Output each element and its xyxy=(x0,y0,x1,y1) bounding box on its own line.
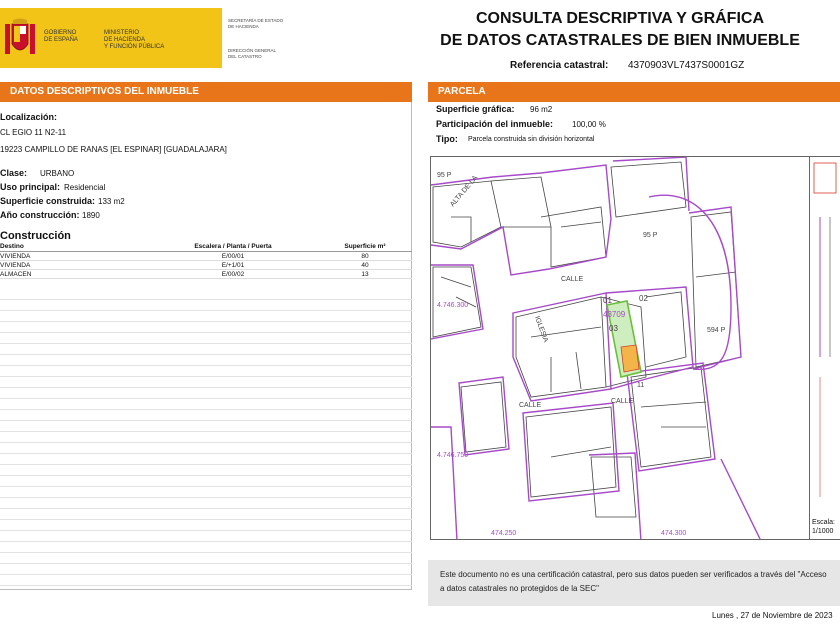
map-label: 43709 xyxy=(603,310,626,319)
localizacion-label: Localización: xyxy=(0,112,58,122)
street-label: ALTA DE LA xyxy=(449,174,480,209)
participacion-value: 100,00 % xyxy=(572,120,606,129)
direccion-text: DIRECCIÓN GENERAL DEL CATASTRO xyxy=(228,48,277,59)
ministerio-text: MINISTERIO DE HACIENDA Y FUNCIÓN PÚBLICA xyxy=(104,30,165,50)
ref-catastral-label: Referencia catastral: xyxy=(510,60,609,71)
secretaria-text: SECRETARÍA DE ESTADO DE HACIENDA xyxy=(228,18,284,29)
participacion-label: Participación del inmueble: xyxy=(436,119,554,129)
coat-of-arms-icon xyxy=(3,18,37,60)
cell-superficie: 40 xyxy=(361,262,369,269)
sup-grafica-value: 96 m2 xyxy=(530,105,553,114)
street-label: CALLE xyxy=(519,402,542,409)
document-date: Lunes , 27 de Noviembre de 2023 xyxy=(712,611,833,620)
table-row xyxy=(0,252,412,261)
clase-label: Clase: xyxy=(0,168,28,178)
map-label: 474.250 xyxy=(491,530,517,537)
cell-superficie: 13 xyxy=(361,271,369,278)
document-title: CONSULTA DESCRIPTIVA Y GRÁFICA DE DATOS CATASTRALES DE BIEN INMUEBLE xyxy=(440,10,800,49)
government-logo xyxy=(0,8,222,68)
table-row xyxy=(0,270,412,279)
clase-value: URBANO xyxy=(40,169,75,178)
section-bar-datos: DATOS DESCRIPTIVOS DEL INMUEBLE xyxy=(0,82,412,102)
gobierno-text: GOBIERNO DE ESPAÑA xyxy=(44,30,78,43)
cell-escalera: E/00/02 xyxy=(221,271,245,278)
superficie-label: Superficie construida: xyxy=(0,196,96,206)
header-superficie: Superficie m² xyxy=(344,243,386,250)
cadastral-map xyxy=(430,156,810,540)
street-label: CALLE xyxy=(611,398,634,405)
uso-value: Residencial xyxy=(64,183,106,192)
map-label: 4.746.750 xyxy=(437,452,469,459)
map-svg xyxy=(431,157,810,540)
street-label: IGLESIA xyxy=(533,315,550,344)
scale-value: 1/1000 xyxy=(812,528,834,535)
header-escalera: Escalera / Planta / Puerta xyxy=(194,243,272,250)
map-label: 4.746.300 xyxy=(437,302,469,309)
street-label: CALLE xyxy=(561,276,584,283)
scale-label: Escala: xyxy=(812,519,835,526)
anio-label: Año construcción: xyxy=(0,210,80,220)
table-row xyxy=(0,261,412,270)
disclaimer-note: Este documento no es una certificación catastral, pero sus datos pueden ser verificados a través del "Acceso a datos catastrales no protegidos de la SEC" xyxy=(428,560,840,606)
empty-table-rows xyxy=(0,289,412,587)
map-label: 95 P xyxy=(643,232,658,239)
map-legend xyxy=(810,156,840,540)
map-label: 11 xyxy=(637,382,645,389)
tipo-value: Parcela construida sin división horizontal xyxy=(468,136,595,143)
map-label: 474.300 xyxy=(661,530,687,537)
table-header xyxy=(0,242,412,252)
sup-grafica-label: Superficie gráfica: xyxy=(436,104,515,114)
cell-destino: VIVIENDA xyxy=(0,253,31,260)
cell-escalera: E/+1/01 xyxy=(221,262,245,269)
cell-escalera: E/00/01 xyxy=(221,253,245,260)
localizacion-line2: 19223 CAMPILLO DE RANAS [EL ESPINAR] [GUADALAJARA] xyxy=(0,145,227,154)
header-destino: Destino xyxy=(0,243,24,250)
map-scale xyxy=(812,518,835,536)
construccion-title: Construcción xyxy=(0,230,71,242)
legend-svg xyxy=(810,157,840,541)
section-bar-parcela: PARCELA xyxy=(428,82,840,102)
uso-label: Uso principal: xyxy=(0,182,61,192)
map-label: 95 P xyxy=(437,172,452,179)
anio-value: 1890 xyxy=(82,211,100,220)
ref-catastral-value: 4370903VL7437S0001GZ xyxy=(628,60,745,71)
localizacion-line1: CL EGIO 11 N2-11 xyxy=(0,128,67,137)
map-label: 594 P xyxy=(707,327,726,334)
secretaria-block xyxy=(222,8,294,68)
tipo-label: Tipo: xyxy=(436,134,458,144)
superficie-value: 133 m2 xyxy=(98,197,125,206)
cell-superficie: 80 xyxy=(361,253,369,260)
map-label: 03 xyxy=(609,324,618,333)
cell-destino: ALMACEN xyxy=(0,271,32,278)
cell-destino: VIVIENDA xyxy=(0,262,31,269)
map-label: 01 xyxy=(603,296,612,305)
map-label: 02 xyxy=(639,294,648,303)
construccion-table xyxy=(0,242,412,279)
